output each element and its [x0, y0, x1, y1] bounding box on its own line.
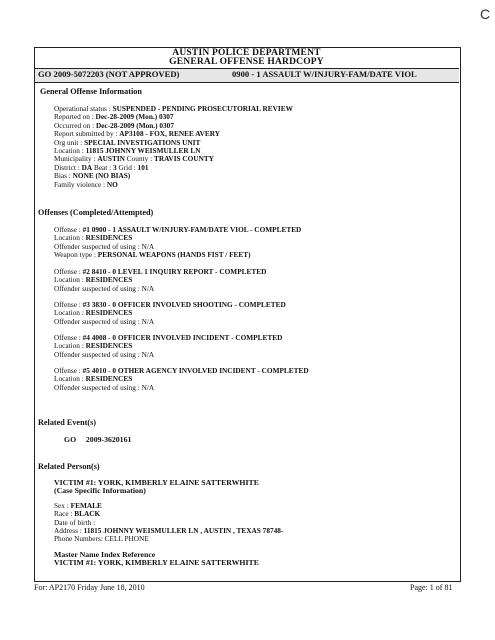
- offense-entry-5: Offense : #5 4010 - 0 OTHER AGENCY INVOLVED INCIDENT - COMPLETED Location : RESIDENCES Offender suspected of using : N/A: [54, 366, 309, 392]
- victim-phone: Phone Numbers: CELL PHONE: [54, 534, 149, 544]
- org-unit: Org unit : SPECIAL INVESTIGATIONS UNIT: [54, 137, 201, 147]
- report-submitted-by: Report submitted by : AP3108 - FOX, RENEE AVERY: [54, 129, 221, 139]
- reported-on: Reported on : Dec-28-2009 (Mon.) 0307: [54, 112, 174, 122]
- offense-entry-4: Offense : #4 4008 - 0 OFFICER INVOLVED INCIDENT - COMPLETED Location : RESIDENCES Offender suspected of using : N/A: [54, 333, 283, 359]
- victim-address: Address : 11815 JOHNNY WEISMULLER LN , AUSTIN , TEXAS 78748-: [54, 526, 284, 536]
- victim-details: [54, 479, 283, 568]
- victim-name: VICTIM #1: YORK, KIMBERLY ELAINE SATTERWHITE: [54, 478, 259, 487]
- location: Location : 11815 JOHNNY WEISMULLER LN: [54, 146, 201, 156]
- offense-title: 0900 - 1 ASSAULT W/INJURY-FAM/DATE VIOL: [232, 69, 417, 79]
- general-offense-details: [54, 105, 293, 189]
- go-number: GO 2009-5072203 (NOT APPROVED): [38, 69, 180, 79]
- offenses-heading: Offenses (Completed/Attempted): [38, 208, 154, 217]
- district-beat-grid: District : DA Beat : 3 Grid : 101: [54, 162, 149, 172]
- offense-entry-1: Offense : #1 0900 - 1 ASSAULT W/INJURY-FAM/DATE VIOL - COMPLETED Location : RESIDENCES Offender suspected of using : N/A Weapon type : PERSONAL WEAPONS (HANDS FIST / FEET): [54, 225, 302, 260]
- footer-printed-for: For: AP2170 Friday June 18, 2010: [34, 583, 145, 592]
- operational-status: Operational status : SUSPENDED - PENDING PROSECUTORIAL REVIEW: [54, 104, 293, 113]
- occurred-on: Occurred on : Dec-28-2009 (Mon.) 0307: [54, 120, 174, 130]
- corner-mark: C: [480, 6, 491, 22]
- victim-sex: Sex : FEMALE: [54, 500, 102, 510]
- offense-entry-2: Offense : #2 8410 - 0 LEVEL 1 INQUIRY REPORT - COMPLETED Location : RESIDENCES Offender suspected of using : N/A: [54, 267, 267, 293]
- case-specific-label: (Case Specific Information): [54, 486, 146, 496]
- footer-page-number: Page: 1 of 81: [410, 583, 453, 592]
- offense-entry-3: Offense : #3 3830 - 0 OFFICER INVOLVED SHOOTING - COMPLETED Location : RESIDENCES Offender suspected of using : N/A: [54, 300, 286, 326]
- municipality-county: Municipality : AUSTIN County : TRAVIS COUNTY: [54, 154, 215, 164]
- related-event-row: GO 2009-3620161: [64, 435, 132, 444]
- report-type-title: GENERAL OFFENSE HARDCOPY: [169, 57, 324, 67]
- general-offense-heading: General Offense Information: [40, 87, 142, 96]
- victim-dob: Date of birth :: [54, 517, 96, 527]
- bias: Bias : NONE (NO BIAS): [54, 171, 131, 181]
- master-name-index-victim: VICTIM #1: YORK, KIMBERLY ELAINE SATTERWHITE: [54, 558, 259, 568]
- related-persons-heading: Related Person(s): [38, 462, 100, 471]
- family-violence: Family violence : NO: [54, 179, 118, 189]
- master-name-index-heading: Master Name Index Reference: [54, 549, 156, 559]
- victim-race: Race : BLACK: [54, 509, 101, 519]
- department-title: AUSTIN POLICE DEPARTMENT: [172, 48, 321, 58]
- related-events-heading: Related Event(s): [38, 418, 96, 427]
